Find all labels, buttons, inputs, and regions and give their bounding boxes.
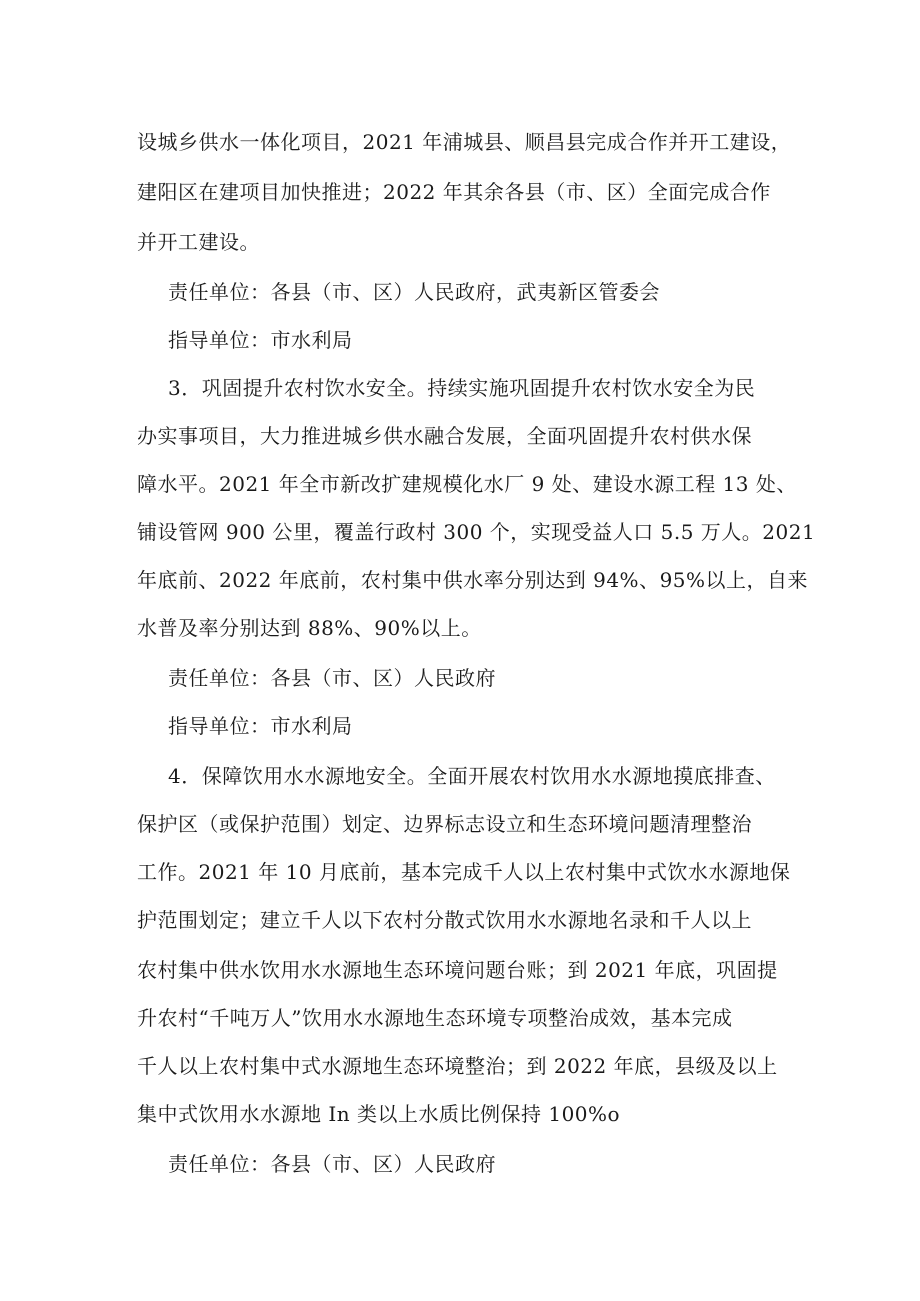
text-line: 千人以上农村集中式水源地生态环境整治；到 2022 年底，县级及以上 xyxy=(137,1054,778,1078)
text-line: 保护区（或保护范围）划定、边界标志设立和生态环境问题清理整治 xyxy=(137,812,752,836)
responsible-unit-line: 责任单位：各县（市、区）人民政府 xyxy=(168,666,496,690)
text-line: 工作。2021 年 10 月底前，基本完成千人以上农村集中式饮水水源地保 xyxy=(137,860,791,884)
text-line: 铺设管网 900 公里，覆盖行政村 300 个，实现受益人口 5.5 万人。2021 xyxy=(137,520,816,544)
responsible-unit-line: 责任单位：各县（市、区）人民政府，武夷新区管委会 xyxy=(168,280,660,304)
text-line: 障水平。2021 年全市新改扩建规模化水厂 9 处、建设水源工程 13 处、 xyxy=(137,472,797,496)
text-line: 并开工建设。 xyxy=(137,230,260,254)
text-line: 建阳区在建项目加快推进；2022 年其余各县（市、区）全面完成合作 xyxy=(137,180,771,204)
text-line: 水普及率分别达到 88%、90%以上。 xyxy=(137,616,482,640)
section-heading-3: 3．巩固提升农村饮水安全。持续实施巩固提升农村饮水安全为民 xyxy=(168,376,756,400)
guidance-unit-line: 指导单位：市水利局 xyxy=(168,328,353,352)
text-line: 年底前、2022 年底前，农村集中供水率分别达到 94%、95%以上，自来 xyxy=(137,568,809,592)
text-line: 农村集中供水饮用水水源地生态环境问题台账；到 2021 年底，巩固提 xyxy=(137,958,778,982)
text-line: 办实事项目，大力推进城乡供水融合发展，全面巩固提升农村供水保 xyxy=(137,424,752,448)
text-line: 护范围划定；建立千人以下农村分散式饮用水水源地名录和千人以上 xyxy=(137,908,752,932)
text-line: 设城乡供水一体化项目，2021 年浦城县、顺昌县完成合作并开工建设， xyxy=(137,130,792,154)
section-heading-4: 4．保障饮用水水源地安全。全面开展农村饮用水水源地摸底排查、 xyxy=(168,764,776,788)
guidance-unit-line: 指导单位：市水利局 xyxy=(168,714,353,738)
text-line: 集中式饮用水水源地 In 类以上水质比例保持 100%o xyxy=(137,1102,621,1126)
responsible-unit-line: 责任单位：各县（市、区）人民政府 xyxy=(168,1152,496,1176)
text-line: 升农村“千吨万人”饮用水水源地生态环境专项整治成效，基本完成 xyxy=(137,1006,733,1030)
